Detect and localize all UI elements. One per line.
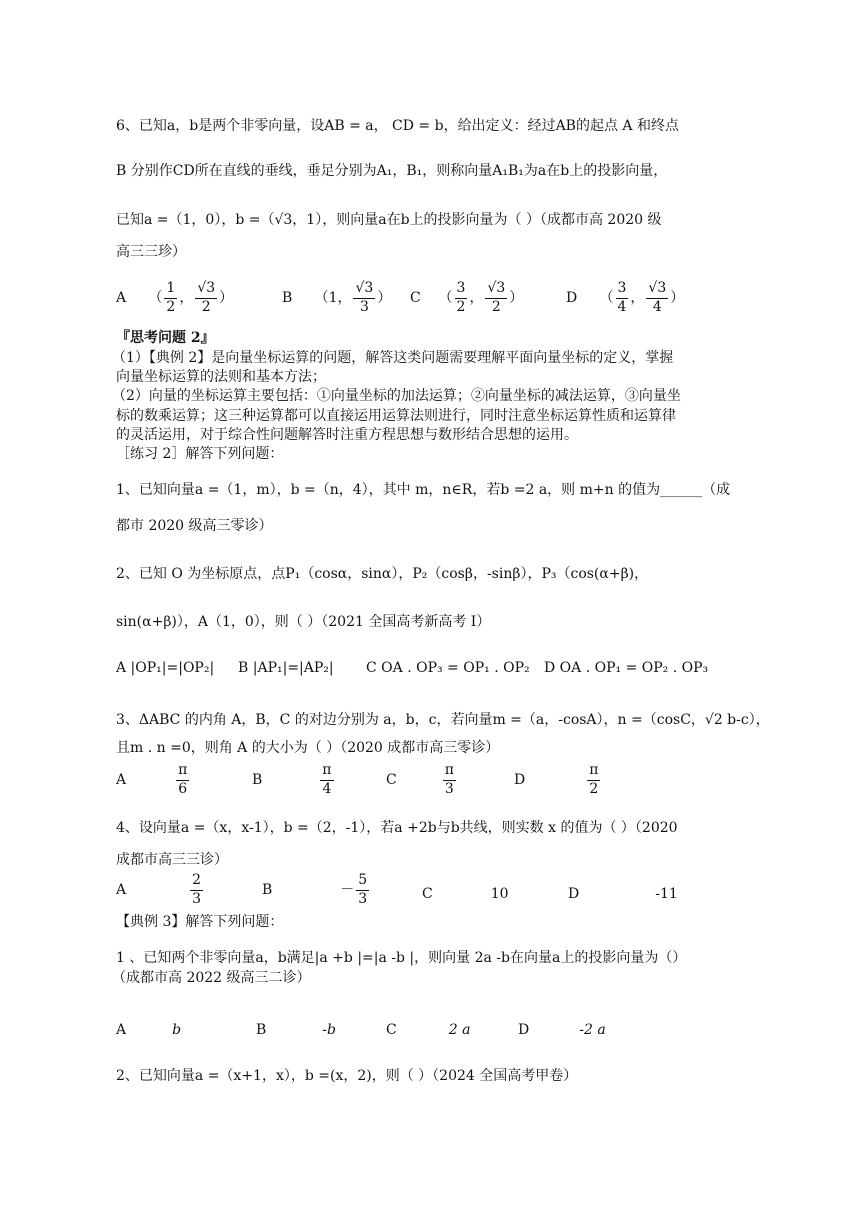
p2q3-option-b: B $\frac{\pi}{4}$ bbox=[252, 762, 332, 797]
think2-p2c: 的灵活运用，对于综合性问题解答时注重方程思想与数形结合思想的运用。 bbox=[116, 427, 578, 443]
ex3-q1-option-a: A b bbox=[116, 1022, 182, 1038]
think2-p1b: 向量坐标运算的法则和基本方法； bbox=[116, 369, 326, 385]
think2-p2b: 标的数乘运算；这三种运算都可以直接运用运算法则进行，同时注意坐标运算性质和运算律 bbox=[116, 408, 676, 424]
q6-line4: 高三三珍） bbox=[116, 244, 186, 260]
example3-title: 【典例 3】解答下列问题： bbox=[116, 914, 284, 930]
q6-option-d: D （ $\frac{3}{4}$ ， $\frac{√3}{4}$ ） bbox=[566, 280, 685, 315]
think2-p1: （1）【典例 2】是向量坐标运算的问题，解答这类问题需要理解平面向量坐标的定义，掌握 bbox=[112, 350, 674, 366]
p2q4-option-d: D -11 bbox=[568, 886, 678, 902]
p2q3-line1: 3、ΔABC 的内角 A，B，C 的对边分别为 a，b，c，若向量m =（a，-cosA），n =（cosC，√2 b-c）， bbox=[116, 712, 770, 728]
p2q4-option-b: B － $\frac{5}{3}$ bbox=[262, 872, 368, 907]
p2q2-option-b: B |AP₁|=|AP₂| bbox=[238, 660, 334, 676]
p2q3-line2: 且m . n =0，则角 A 的大小为（ ）（2020 成都市高三零诊） bbox=[116, 740, 500, 756]
q6-option-c: C （ $\frac{3}{2}$ ， $\frac{√3}{2}$ ） bbox=[410, 280, 524, 315]
p2q3-option-a: A $\frac{\pi}{6}$ bbox=[116, 762, 188, 797]
practice2-heading: ［练习 2］解答下列问题： bbox=[116, 446, 284, 462]
p2q3-option-d: D $\frac{\pi}{2}$ bbox=[514, 762, 599, 797]
ex3-q1-line1: 1 、已知两个非零向量a，b满足|a +b |=|a -b |，则向量 2a -b在向量a上的投影向量为（） bbox=[116, 950, 687, 966]
p2q2-option-d: D OA . OP₁ = OP₂ . OP₃ bbox=[544, 660, 709, 676]
p2q2-line1: 2、已知 O 为坐标原点，点P₁（cosα，sinα），P₂（cosβ，-sinβ），P₃（cos(α+β)， bbox=[116, 566, 649, 582]
ex3-q1-line2: （成都市高 2022 级高三二诊） bbox=[112, 970, 311, 986]
p2q1-line1: 1、已知向量a =（1，m），b =（n，4），其中 m，n∈R，若b =2 a，则 m+n 的值为______（成 bbox=[116, 482, 731, 498]
q6-line1: 6、已知a，b是两个非零向量，设AB = a， CD = b，给出定义：经过AB的起点 A 和终点 bbox=[116, 118, 679, 134]
p2q2-line2: sin(α+β)），A（1，0），则（ ）（2021 全国高考新高考 I） bbox=[116, 614, 491, 630]
q6-line3: 已知a =（1，0），b =（√3，1），则向量a在b上的投影向量为（ ）（成都市高 2020 级 bbox=[116, 212, 662, 228]
q6-line2: B 分别作CD所在直线的垂线，垂足分别为A₁，B₁，则称向量A₁B₁为a在b上的投影向量， bbox=[116, 163, 668, 179]
q6-option-b: B （1， $\frac{√3}{3}$ ） bbox=[282, 280, 392, 315]
p2q4-option-c: C 10 bbox=[422, 886, 509, 902]
think2-p2: （2）向量的坐标运算主要包括：①向量坐标的加法运算；②向量坐标的减法运算，③向量坐 bbox=[112, 388, 681, 404]
think2-title: 『思考问题 2』 bbox=[116, 330, 215, 346]
ex3-q1-option-c: C 2 a bbox=[386, 1022, 471, 1038]
ex3-q1-option-d: D -2 a bbox=[518, 1022, 606, 1038]
p2q4-line2: 成都市高三三诊） bbox=[116, 852, 228, 868]
ex3-q2-line1: 2、已知向量a =（x+1，x），b =(x，2)，则（ ）（2024 全国高考甲卷） bbox=[116, 1068, 578, 1084]
q6-option-a: A （ $\frac{1}{2}$ ， $\frac{√3}{2}$ ） bbox=[116, 280, 234, 315]
p2q1-line2: 都市 2020 级高三零诊） bbox=[116, 518, 273, 534]
p2q4-line1: 4、设向量a =（x，x-1），b =（2，-1），若a +2b与b共线，则实数 x 的值为（ ）（2020 bbox=[116, 820, 678, 836]
p2q2-option-a: A |OP₁|=|OP₂| bbox=[116, 660, 215, 676]
ex3-q1-option-b: B -b bbox=[256, 1022, 336, 1038]
p2q3-option-c: C $\frac{\pi}{3}$ bbox=[386, 762, 454, 797]
p2q4-option-a: A $\frac{2}{3}$ bbox=[116, 872, 202, 907]
p2q2-option-c: C OA . OP₃ = OP₁ . OP₂ bbox=[366, 660, 530, 676]
